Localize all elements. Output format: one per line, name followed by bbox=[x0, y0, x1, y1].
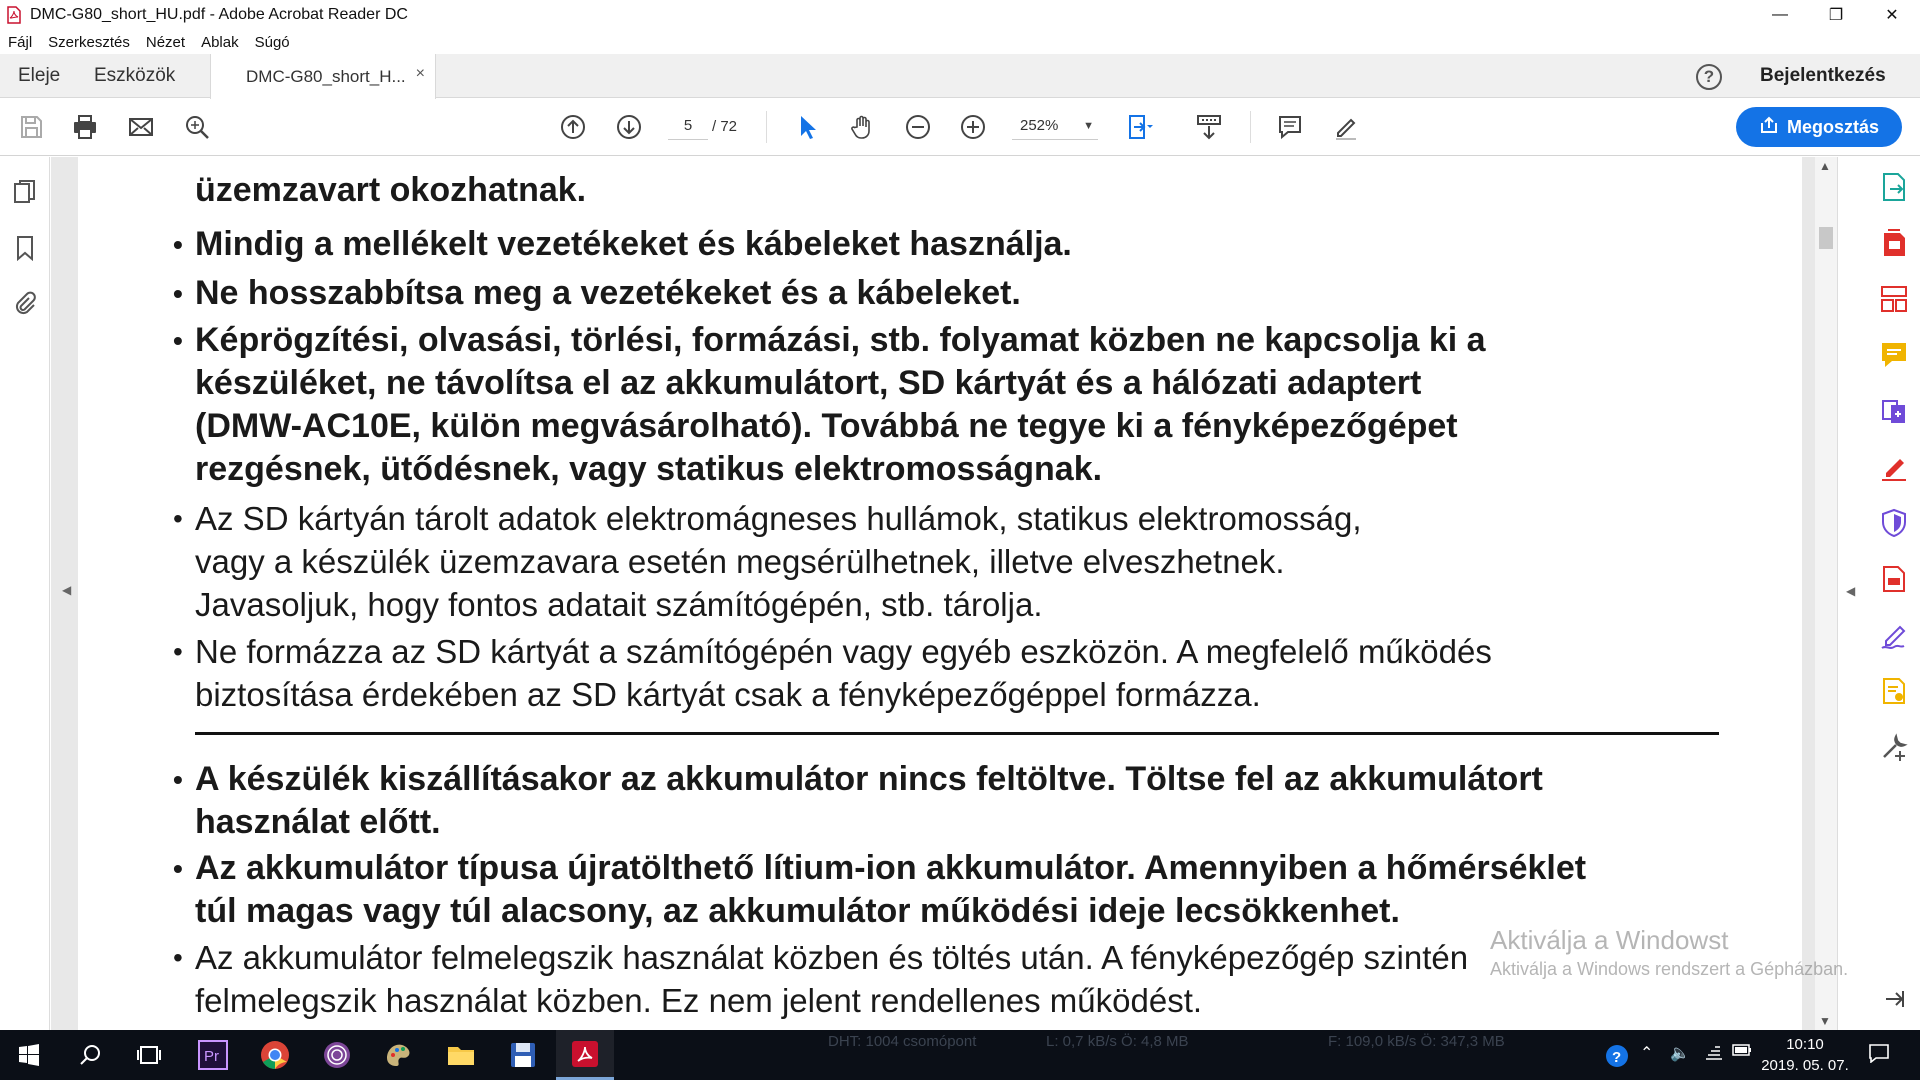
pin-panel-icon[interactable] bbox=[1878, 983, 1910, 1015]
save-icon[interactable] bbox=[16, 112, 46, 142]
expand-tools-pane-icon[interactable]: ◀ bbox=[1846, 584, 1856, 598]
organize-pages-icon[interactable] bbox=[1878, 283, 1910, 315]
volume-icon[interactable]: 🔈 bbox=[1670, 1045, 1690, 1062]
zoom-in-icon[interactable] bbox=[958, 112, 988, 142]
help-icon[interactable]: ? bbox=[1696, 64, 1722, 90]
search-icon[interactable] bbox=[62, 1030, 120, 1080]
bullet-point: • bbox=[173, 942, 183, 973]
windows-activation-watermark-subtitle: Aktiválja a Windows rendszert a Gépházban. bbox=[1490, 959, 1849, 979]
share-label: Megosztás bbox=[1786, 116, 1880, 137]
document-text-line: felmelegszik használat közben. Ez nem jelent rendellenes működést. bbox=[195, 982, 1203, 1019]
tor-icon[interactable] bbox=[308, 1030, 366, 1080]
bullet-point: • bbox=[173, 503, 183, 534]
document-paragraph bbox=[173, 272, 1795, 315]
toolbar-divider bbox=[1250, 111, 1251, 143]
bullet-point: • bbox=[173, 229, 183, 260]
toolbar-divider bbox=[766, 111, 767, 143]
create-pdf-icon[interactable] bbox=[1878, 227, 1910, 259]
menu-view[interactable]: Nézet bbox=[145, 33, 186, 51]
sign-pen-icon[interactable] bbox=[1878, 619, 1910, 651]
minimize-button[interactable]: — bbox=[1772, 6, 1788, 23]
attachment-icon[interactable] bbox=[12, 291, 38, 317]
menu-file[interactable]: Fájl bbox=[8, 33, 33, 51]
chrome-icon[interactable] bbox=[246, 1030, 304, 1080]
vertical-scrollbar[interactable] bbox=[1815, 157, 1837, 1030]
title-bar bbox=[0, 0, 1920, 30]
document-text-line: használat előtt. bbox=[195, 803, 441, 841]
folder-icon[interactable] bbox=[432, 1030, 490, 1080]
zoom-level-select[interactable] bbox=[1012, 112, 1098, 140]
close-button[interactable]: ✕ bbox=[1885, 7, 1899, 24]
document-text-line: Ne formázza az SD kártyát a számítógépén vagy egyéb eszközön. A megfelelő működés bbox=[195, 633, 1492, 670]
tab-home[interactable]: Eleje bbox=[18, 65, 61, 86]
share-button[interactable] bbox=[1736, 107, 1902, 147]
scrolling-mode-icon[interactable] bbox=[1194, 112, 1224, 142]
chevron-up-icon[interactable]: ⌃ bbox=[1640, 1045, 1654, 1062]
print-icon[interactable] bbox=[70, 112, 100, 142]
floppy-icon[interactable] bbox=[494, 1030, 552, 1080]
document-paragraph bbox=[173, 758, 1795, 844]
tab-bar bbox=[0, 54, 1920, 98]
document-paragraph bbox=[173, 223, 1795, 266]
email-icon[interactable] bbox=[126, 112, 156, 142]
window-title: DMC-G80_short_HU.pdf - Adobe Acrobat Reader DC bbox=[30, 6, 408, 23]
torrent-dht-status: DHT: 1004 csomópont bbox=[828, 1033, 977, 1050]
export-pdf-icon[interactable] bbox=[1878, 171, 1910, 203]
scroll-up-arrow-icon[interactable]: ▲ bbox=[1819, 159, 1831, 173]
pdf-file-icon bbox=[6, 6, 22, 24]
page-thumbnails-icon[interactable] bbox=[12, 179, 38, 205]
premiere-icon[interactable] bbox=[184, 1030, 242, 1080]
certificate-icon[interactable] bbox=[1878, 675, 1910, 707]
search-icon[interactable] bbox=[182, 112, 212, 142]
document-paragraph bbox=[173, 319, 1795, 491]
svg-text:?: ? bbox=[1612, 1049, 1622, 1066]
document-text-line: Mindig a mellékelt vezetékeket és kábeleket használja. bbox=[195, 225, 1072, 263]
chevron-down-icon: ▼ bbox=[1083, 120, 1094, 132]
tab-document[interactable] bbox=[210, 54, 436, 99]
restore-button[interactable]: ❐ bbox=[1828, 7, 1844, 24]
sign-in-link[interactable]: Bejelentkezés bbox=[1760, 65, 1886, 86]
bookmark-icon[interactable] bbox=[12, 235, 38, 261]
bullet-point: • bbox=[173, 278, 183, 309]
scrollbar-thumb[interactable] bbox=[1819, 227, 1833, 249]
send-for-review-icon[interactable] bbox=[1878, 395, 1910, 427]
notifications-icon[interactable] bbox=[1868, 1043, 1890, 1068]
document-text-line: Javasoljuk, hogy fontos adatait számítógépén, stb. tárolja. bbox=[195, 586, 1043, 623]
menu-bar bbox=[0, 30, 1920, 54]
document-text-line: Az akkumulátor típusa újratölthető lítium-ion akkumulátor. Amennyiben a hőmérséklet bbox=[195, 849, 1587, 887]
hand-tool-icon[interactable] bbox=[848, 112, 878, 142]
comment-tool-icon[interactable] bbox=[1878, 339, 1910, 371]
document-paragraph bbox=[173, 847, 1795, 933]
bullet-point: • bbox=[173, 764, 183, 795]
document-paragraph bbox=[173, 497, 1795, 626]
select-cursor-icon[interactable] bbox=[792, 112, 822, 142]
bullet-point: • bbox=[173, 853, 183, 884]
protect-shield-icon[interactable] bbox=[1878, 507, 1910, 539]
tab-document-label: DMC-G80_short_H... bbox=[246, 66, 406, 86]
acrobat-icon[interactable] bbox=[556, 1030, 614, 1080]
document-text-line: Az akkumulátor felmelegszik használat közben és töltés után. A fényképezőgép szintén bbox=[195, 939, 1469, 976]
torrent-download-status: F: 109,0 kB/s Ö: 347,3 MB bbox=[1328, 1033, 1505, 1050]
windows-start-icon[interactable] bbox=[0, 1030, 58, 1080]
menu-help[interactable]: Súgó bbox=[254, 33, 290, 51]
document-viewport[interactable] bbox=[51, 157, 1815, 1030]
document-text-line: készüléket, ne távolítsa el az akkumulátort, SD kártyát és a hálózati adaptert bbox=[195, 364, 1422, 402]
collapse-left-panel-icon[interactable]: ◀ bbox=[62, 583, 72, 597]
bullet-point: • bbox=[173, 636, 183, 667]
tab-close-button[interactable]: × bbox=[415, 65, 425, 82]
document-text-line: túl magas vagy túl alacsony, az akkumulátor működési ideje lecsökkenhet. bbox=[195, 892, 1400, 930]
task-view-icon[interactable] bbox=[120, 1030, 178, 1080]
document-text-line: A készülék kiszállításakor az akkumulátor nincs feltöltve. Töltse fel az akkumulátort bbox=[195, 760, 1543, 798]
page-number-input[interactable]: 5 bbox=[668, 112, 708, 140]
menu-window[interactable]: Ablak bbox=[201, 33, 239, 51]
next-page-icon[interactable] bbox=[614, 112, 644, 142]
document-text-line: üzemzavart okozhatnak. bbox=[195, 171, 587, 209]
comment-icon[interactable] bbox=[1275, 112, 1305, 142]
right-tools-rail bbox=[1837, 157, 1920, 1030]
windows-activation-watermark-title: Aktiválja a Windowst bbox=[1490, 925, 1729, 955]
document-text-line: rezgésnek, ütődésnek, vagy statikus elektromosságnak. bbox=[195, 450, 1103, 488]
fit-page-icon[interactable] bbox=[1124, 112, 1154, 142]
clock-time: 10:10 bbox=[1786, 1036, 1824, 1053]
highlight-pen-icon[interactable] bbox=[1331, 112, 1361, 142]
horizontal-rule bbox=[195, 732, 1719, 735]
scroll-down-arrow-icon[interactable]: ▼ bbox=[1819, 1014, 1831, 1028]
document-paragraph bbox=[195, 169, 1795, 212]
share-icon bbox=[1759, 115, 1779, 140]
document-text-line: vagy a készülék üzemzavara esetén megsérülhetnek, illetve elveszhetnek. bbox=[195, 543, 1285, 580]
document-text-line: (DMW-AC10E, külön megvásárolható). Továbbá ne tegye ki a fényképezőgépet bbox=[195, 407, 1458, 445]
help-tray-icon[interactable] bbox=[1604, 1043, 1630, 1074]
document-text-line: Ne hosszabbítsa meg a vezetékeket és a kábeleket. bbox=[195, 274, 1021, 312]
more-tools-icon[interactable] bbox=[1878, 731, 1910, 763]
toolbar bbox=[0, 99, 1920, 156]
document-paragraph bbox=[173, 630, 1795, 716]
pdf-page bbox=[78, 157, 1802, 1030]
document-text-line: biztosítása érdekében az SD kártyát csak a fényképezőgéppel formázza. bbox=[195, 676, 1261, 713]
document-text-line: Képrögzítési, olvasási, törlési, formázási, stb. folyamat közben ne kapcsolja ki a bbox=[195, 321, 1486, 359]
zoom-out-icon[interactable] bbox=[903, 112, 933, 142]
windows-taskbar bbox=[0, 1030, 1920, 1080]
document-text-line: Az SD kártyán tárolt adatok elektromágneses hullámok, statikus elektromosság, bbox=[195, 500, 1362, 537]
zoom-level-value: 252% bbox=[1020, 117, 1059, 134]
svg-text:Pr: Pr bbox=[204, 1048, 219, 1065]
clock-date: 2019. 05. 07. bbox=[1761, 1057, 1849, 1074]
previous-page-icon[interactable] bbox=[558, 112, 588, 142]
battery-icon[interactable] bbox=[1732, 1043, 1752, 1062]
menu-edit[interactable]: Szerkesztés bbox=[48, 33, 130, 51]
redact-pdf-icon[interactable] bbox=[1878, 563, 1910, 595]
fill-sign-icon[interactable] bbox=[1878, 451, 1910, 483]
left-navigation-rail bbox=[0, 157, 50, 1030]
page-total: / 72 bbox=[712, 117, 738, 135]
bullet-point: • bbox=[173, 325, 183, 356]
taskbar-clock[interactable] bbox=[1760, 1034, 1850, 1076]
tab-tools[interactable]: Eszközök bbox=[94, 65, 176, 86]
paint-icon[interactable] bbox=[370, 1030, 428, 1080]
torrent-upload-status: L: 0,7 kB/s Ö: 4,8 MB bbox=[1046, 1033, 1189, 1050]
network-icon[interactable] bbox=[1704, 1043, 1724, 1066]
